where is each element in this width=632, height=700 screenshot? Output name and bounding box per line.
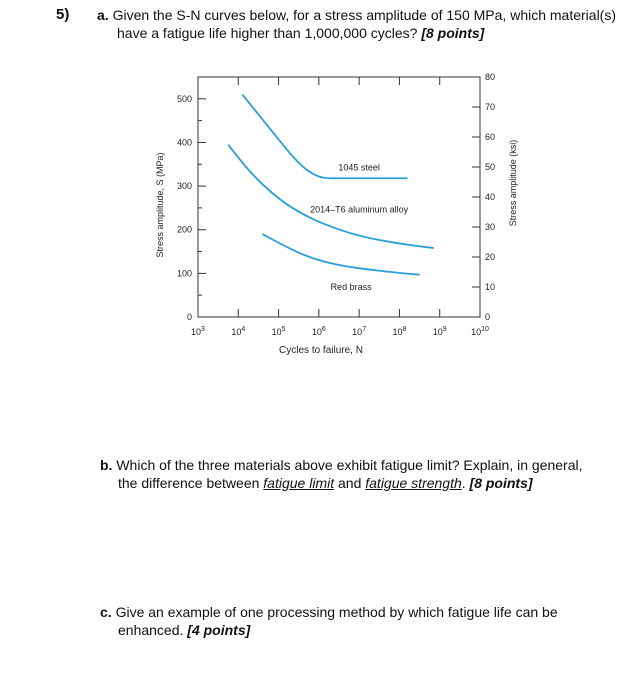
- y-left-tick-label: 400: [176, 137, 192, 148]
- left-y-axis: [177, 94, 206, 322]
- y-left-tick-label: 300: [176, 181, 192, 192]
- question-number: 5): [56, 6, 70, 23]
- y-right-tick-label: 50: [485, 162, 496, 172]
- y-right-tick-label: 40: [485, 192, 496, 202]
- x-axis-label: Cycles to failure, N: [279, 345, 363, 356]
- part-c: [100, 603, 620, 639]
- term-fatigue-strength: fatigue strength: [365, 475, 462, 491]
- y-right-tick-label: 30: [485, 222, 496, 232]
- left-y-axis-label: Stress amplitude, S (MPa): [155, 152, 165, 258]
- part-b-label: b.: [100, 457, 113, 473]
- part-a-points: [8 points]: [421, 25, 485, 41]
- part-a-line1: Given the S-N curves below, for a stress amplitude of 150 MPa, which material(s): [112, 7, 617, 23]
- sn-curve-chart: [150, 65, 530, 365]
- part-b-period: .: [461, 475, 466, 491]
- part-a-line2: have a fatigue life higher than 1,000,000 cycles?: [117, 25, 418, 41]
- y-left-tick-label: 0: [186, 312, 192, 322]
- y-right-tick-label: 10: [485, 282, 496, 292]
- part-b-points: [8 points]: [469, 475, 533, 491]
- part-b-line2-start: the difference between: [118, 475, 260, 491]
- term-fatigue-limit: fatigue limit: [263, 475, 335, 491]
- part-a: [97, 6, 617, 42]
- x-tick-label: $10^7$: [352, 326, 367, 337]
- x-tick-label: $10^3$: [191, 326, 205, 337]
- sn-curve-1045-steel: [242, 94, 407, 178]
- part-c-line2: enhanced.: [118, 622, 184, 638]
- y-right-tick-label: 20: [485, 252, 496, 262]
- right-y-axis-label: Stress amplitude (ksi): [508, 139, 518, 227]
- part-c-label: c.: [100, 604, 112, 620]
- part-b: [100, 456, 620, 492]
- part-c-line1: Give an example of one processing method by which fatigue life can be: [115, 604, 558, 620]
- sn-curve-2014-t6-aluminum-alloy: [228, 145, 433, 248]
- part-c-points: [4 points]: [187, 622, 251, 638]
- x-tick-label: $10^6$: [311, 326, 326, 337]
- y-right-tick-label: 80: [485, 72, 496, 82]
- series-label: 2014–T6 aluminum alloy: [310, 204, 409, 215]
- sn-curves: [228, 94, 433, 291]
- sn-curve-red-brass: [262, 234, 419, 275]
- y-left-tick-label: 200: [176, 224, 192, 235]
- part-a-label: a.: [97, 7, 109, 23]
- y-right-tick-label: 70: [485, 102, 496, 112]
- y-right-tick-label: 60: [485, 132, 496, 142]
- right-y-axis: [472, 72, 495, 322]
- x-tick-label: $10^4$: [231, 326, 246, 337]
- series-label: 1045 steel: [338, 162, 380, 173]
- y-left-tick-label: 100: [176, 268, 192, 279]
- x-tick-label: $10^8$: [392, 326, 407, 337]
- part-b-and: and: [338, 475, 362, 491]
- x-tick-label: $10^{10}$: [471, 326, 489, 337]
- series-label: Red brass: [330, 281, 372, 292]
- x-tick-label: $10^5$: [271, 326, 286, 337]
- y-right-tick-label: 0: [485, 312, 491, 322]
- part-b-line1: Which of the three materials above exhibit fatigue limit? Explain, in general,: [116, 457, 583, 473]
- y-left-tick-label: 500: [176, 93, 192, 104]
- x-tick-label: $10^9$: [432, 326, 447, 337]
